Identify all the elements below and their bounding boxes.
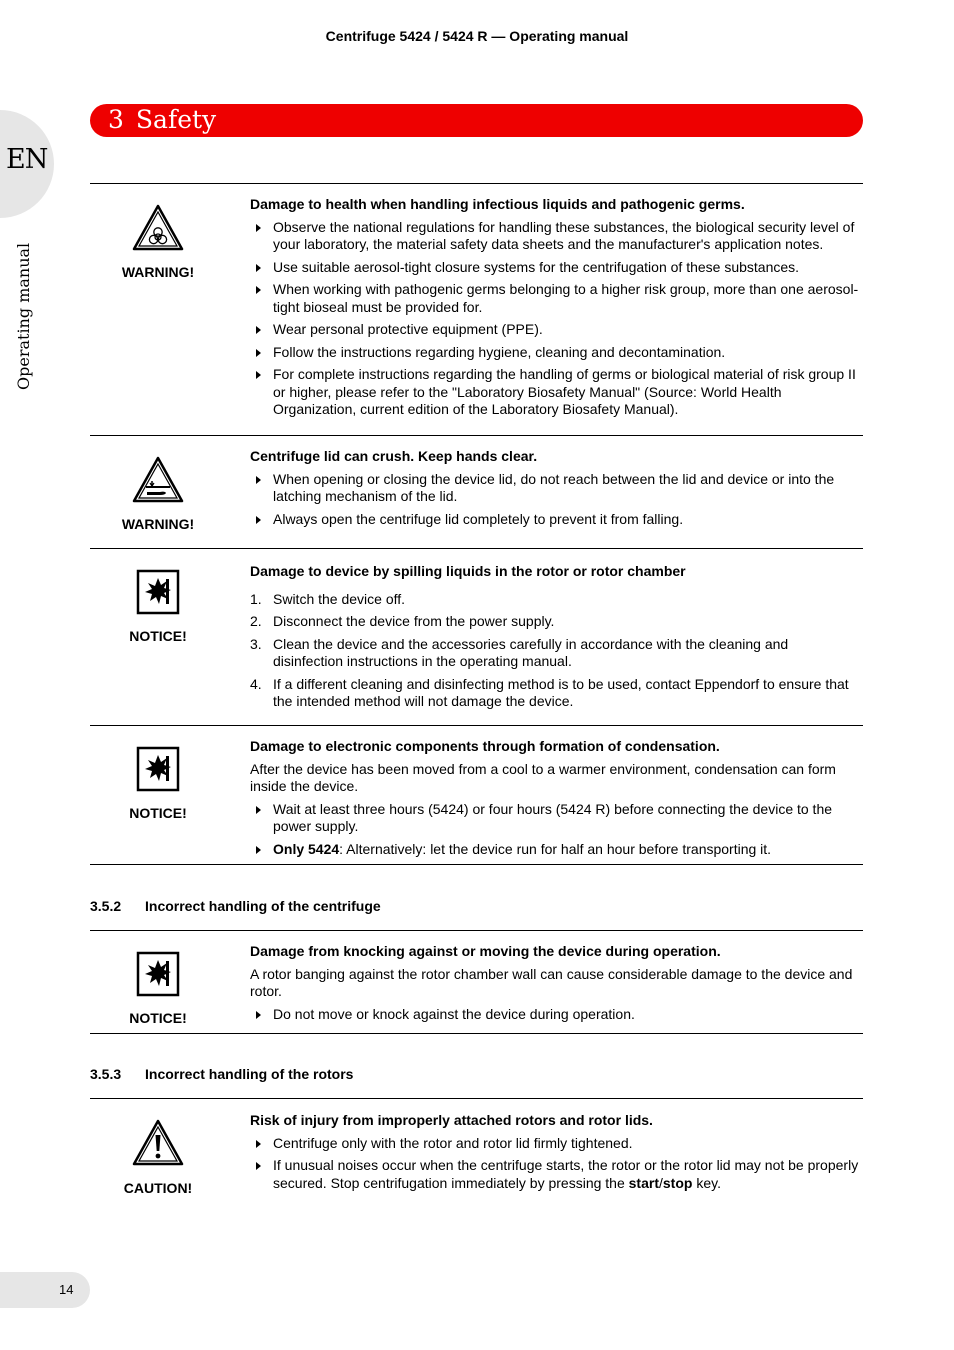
chapter-number: 3 [108,105,124,134]
list-item: If unusual noises occur when the centrifuge starts, the rotor or the rotor lid may not be properly secured. Stop centrifugation immediately by pressing the start/stop key. [250,1157,862,1192]
notice-title: Damage from knocking against or moving the device during operation. [250,943,721,959]
numbered-step: 3. Clean the device and the accessories carefully in accordance with the cleaning and disinfection instructions in the operating manual. [250,635,789,669]
notice-text [250,563,862,716]
numbered-step: 1. Switch the device off. [250,590,406,607]
notice-text [250,196,862,424]
signal-word: WARNING! [121,516,195,532]
signal-word: CAUTION! [123,1180,193,1196]
section-heading [90,1066,353,1082]
notice-text [250,448,862,533]
notice-title: Centrifuge lid can crush. Keep hands clear. [250,448,538,464]
bullet-arrow-icon [256,371,261,379]
numbered-step: 4. If a different cleaning and disinfecting method is to be used, contact Eppendorf to ensure that the intended method will not damage the device. [250,675,849,709]
bullet-arrow-icon [256,476,261,484]
page-number: 14 [59,1282,74,1297]
side-section-label: Operating manual [14,242,33,390]
numbered-step: 2. Disconnect the device from the power supply. [250,613,555,629]
divider [90,435,863,436]
document-header: Centrifuge 5424 / 5424 R — Operating manual [325,28,629,44]
bullet-arrow-icon [256,1011,261,1019]
section-number: 3.5.2 [90,898,122,914]
language-label: EN [6,144,48,175]
bullet-arrow-icon [256,516,261,524]
bullet-arrow-icon [256,806,261,814]
section-title: Incorrect handling of the rotors [145,1066,354,1082]
bullet-arrow-icon [256,224,261,232]
section-heading [90,898,381,914]
chapter-banner [90,104,863,137]
notice-paragraph: A rotor banging against the rotor chamber wall can cause considerable damage to the device and rotor. [250,965,853,999]
notice-text [250,943,862,1028]
notice-text [250,738,862,863]
list-item: When working with pathogenic germs belonging to a higher risk group, more than one aerosol-tight bioseal must be provided for. [250,281,862,316]
chapter-title: Safety [135,105,217,134]
biohazard-icon [90,203,226,251]
signal-word: NOTICE! [129,805,187,821]
notice-text [250,1112,862,1197]
list-item: Follow the instructions regarding hygiene, cleaning and decontamination. [250,344,862,362]
bullet-arrow-icon [256,286,261,294]
list-item: Use suitable aerosol-tight closure systems for the centrifugation of these substances. [250,259,862,277]
divider [90,183,863,184]
list-item: Do not move or knock against the device during operation. [250,1006,862,1024]
section-number: 3.5.3 [90,1066,122,1082]
list-item: When opening or closing the device lid, do not reach between the lid and device or into the latching mechanism of the lid. [250,471,862,506]
bullet-arrow-icon [256,326,261,334]
bullet-arrow-icon [256,846,261,854]
notice-title: Risk of injury from improperly attached rotors and rotor lids. [250,1112,653,1128]
bullet-arrow-icon [256,349,261,357]
divider [90,1098,863,1099]
notice-paragraph: After the device has been moved from a cool to a warmer environment, condensation can form inside the device. [250,760,836,794]
list-item: Centrifuge only with the rotor and rotor lid firmly tightened. [250,1135,862,1153]
signal-word: NOTICE! [129,628,187,644]
list-item: Only 5424: Alternatively: let the device run for half an hour before transporting it. [250,841,862,859]
divider [90,930,863,931]
list-item: Always open the centrifuge lid completely to prevent it from falling. [250,511,862,529]
exclamation-icon [90,1118,226,1166]
notice-title: Damage to device by spilling liquids in the rotor or rotor chamber [250,563,686,579]
property-damage-icon [90,951,226,997]
signal-word: NOTICE! [129,1010,187,1026]
property-damage-icon [90,569,226,615]
notice-title: Damage to health when handling infectious liquids and pathogenic germs. [250,196,745,212]
section-title: Incorrect handling of the centrifuge [145,898,381,914]
page-number-tab [0,1272,90,1308]
list-item: Wait at least three hours (5424) or four hours (5424 R) before connecting the device to the power supply. [250,801,862,836]
bullet-arrow-icon [256,1140,261,1148]
divider [90,548,863,549]
bullet-arrow-icon [256,1162,261,1170]
list-item: Wear personal protective equipment (PPE). [250,321,862,339]
signal-word: WARNING! [121,264,195,280]
notice-title: Damage to electronic components through formation of condensation. [250,738,720,754]
property-damage-icon [90,746,226,792]
hand-crush-icon [90,455,226,503]
divider [90,725,863,726]
list-item: For complete instructions regarding the handling of germs or biological material of risk group II or higher, please refer to the "Laboratory Biosafety Manual" (Source: World Health Organization, current edition of the Laboratory Biosafety Manual). [250,366,862,419]
divider [90,864,863,865]
bullet-arrow-icon [256,264,261,272]
list-item: Observe the national regulations for handling these substances, the biological security level of your laboratory, the material safety data sheets and the manufacturer's application notes. [250,219,862,254]
divider [90,1033,863,1034]
